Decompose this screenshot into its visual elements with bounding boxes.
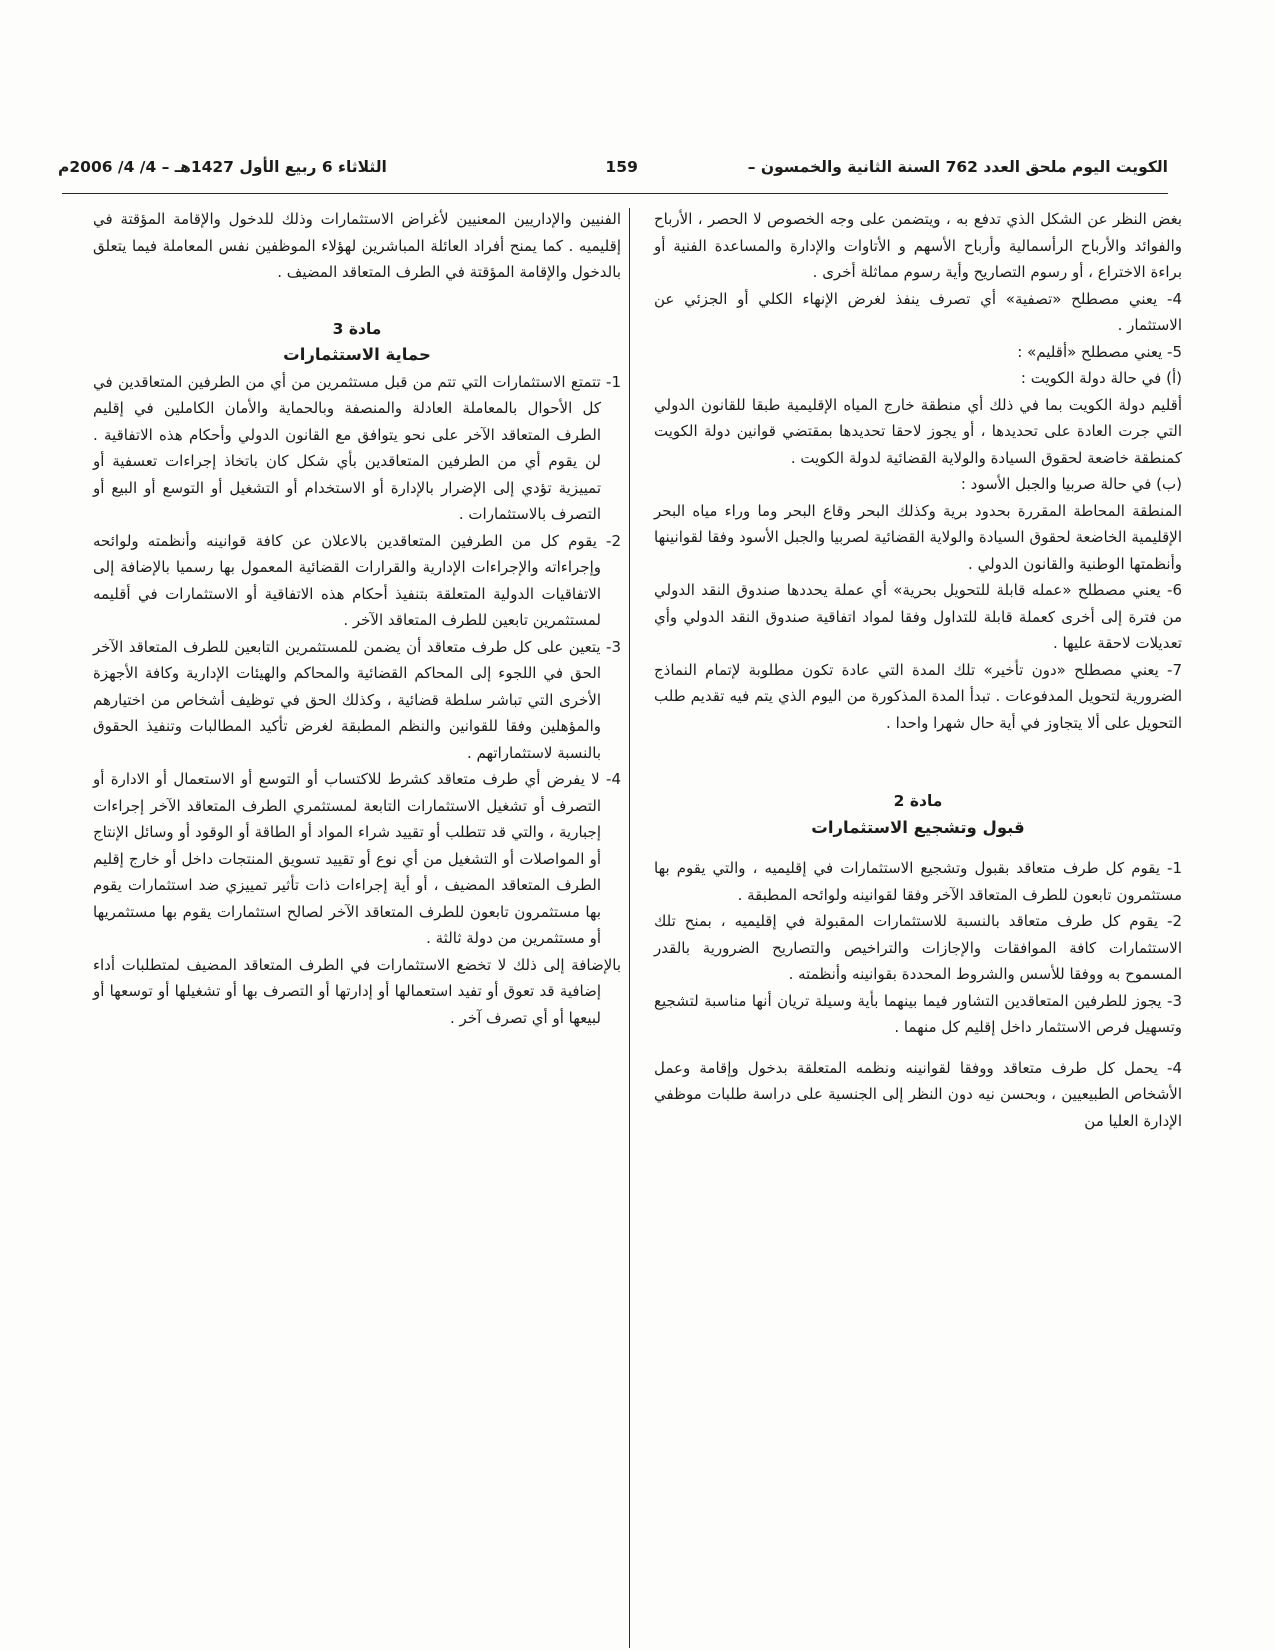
article-3-clause-2: 2- يقوم كل من الطرفين المتعاقدين بالاعلان عن كافة قوانينه وأنظمته ولوائحه وإجراءاته والإجراءات الإدارية والقرارات القضائية المعمول بها رسميا بالإضافة إلى الاتفاقيات الدولية المتعلقة بتنفيذ أحكام هذه الاتفاقية أو الاستثمارات في أقليمه لمستثمرين تابعين للطرف المتعاقد الآخر . <box>93 531 621 629</box>
article-3-clause-1: 1- تتمتع الاستثمارات التي تتم من قبل مستثمرين من أي من الطرفين المتعاقدين في كل الأحوال بالمعاملة العادلة والمنصفة وبالحماية والأمان الكاملين في إقليم الطرف المتعاقد الآخر على نحو يتوافق مع القانون الدولي وأحكام هذه الاتفاقية . لن يقوم أي من الطرفين المتعاقدين بأي شكل كان باتخاذ إجراءات تعسفية أو تمييزية تؤدي إلى الإضرار بالإدارة أو الاستخدام أو التشغيل أو التوسع أو البيع أو التصرف بالاستثمارات . <box>93 372 621 523</box>
page-header <box>58 150 1168 190</box>
header-publication: الكويت اليوم ملحق العدد 762 السنة الثانية والخمسون – <box>747 158 1168 176</box>
definition-5a-heading: (أ) في حالة دولة الكويت : <box>1020 369 1182 387</box>
definition-5: 5- يعني مصطلح «أقليم» : <box>1017 342 1182 361</box>
article-3-title: حماية الاستثمارات <box>283 345 431 364</box>
definition-5b-heading: (ب) في حالة صربيا والجبل الأسود : <box>960 475 1182 493</box>
spacer <box>654 1041 1182 1055</box>
right-column <box>654 206 1182 1134</box>
article-3-clause-4: 4- لا يفرض أي طرف متعاقد كشرط للاكتساب أو التوسع أو الاستعمال أو الادارة أو التصرف أو تشغيل الاستثمارات التابعة لمستثمري الطرف المتعاقد الآخر إجراءات إجبارية ، والتي قد تتطلب أو تقييد شراء المواد أو الطاقة أو الوقود أو وسائل الإنتاج أو المواصلات أو التشغيل من أي نوع أو تقييد تسويق المنتجات داخل أو خارج إقليم الطرف المتعاقد المضيف ، أو أية إجراءات ذات تأثير تمييزي ضد استثمارات يقوم بها مستثمرون تابعون للطرف المتعاقد الآخر لصالح استثمارات يقوم بها مستثمريها أو مستثمرين من دولة ثالثة . <box>93 770 621 947</box>
paragraph-continuation: الفنيين والإداريين المعنيين لأغراض الاستثمارات وذلك للدخول والإقامة المؤقتة في إقليميه . كما يمنح أفراد العائلة المباشرين لهؤلاء الموظفين نفس المعاملة فيما يتعلق بالدخول والإقامة المؤقتة في الطرف المتعاقد المضيف . <box>93 210 621 281</box>
article-2-clause-3: 3- يجوز للطرفين المتعاقدين التشاور فيما بينهما بأية وسيلة تريان أنها مناسبة لتشجيع وتسهيل فرص الاستثمار داخل إقليم كل منهما . <box>654 991 1182 1036</box>
header-rule <box>62 193 1168 194</box>
definition-5b-text: المنطقة المحاطة المقررة بحدود برية وكذلك البحر وقاع البحر وما وراء مياه البحر الإقليمية الخاضعة لحقوق السيادة والولاية القضائية لصربيا والجبل الأسود وفقا لقوانينها وأنظمتها الوطنية والقانون الدولي . <box>654 501 1182 573</box>
article-3-number: مادة 3 <box>332 319 382 338</box>
definition-5a-text: أقليم دولة الكويت بما في ذلك أي منطقة خارج المياه الإقليمية طبقا للقانون الدولي التي جرت العادة على تحديدها ، أو يجوز لاحقا تحديدها بمقتضي قوانين دولة الكويت كمنطقة خاضعة لحقوق السيادة والولاية القضائية لدولة الكويت . <box>654 395 1182 467</box>
article-3-clause-4-continuation: بالإضافة إلى ذلك لا تخضع الاستثمارات في الطرف المتعاقد المضيف لمتطلبات أداء إضافية قد تعوق أو تفيد استعمالها أو إدارتها أو التصرف بها أو تشغيلها أو توسعها أو لبيعها أو أي تصرف آخر . <box>93 955 621 1027</box>
left-column <box>93 206 621 1031</box>
article-2-clause-2: 2- يقوم كل طرف متعاقد بالنسبة للاستثمارات المقبولة في إقليميه ، بمنح تلك الاستثمارات كافة الموافقات والإجازات والتراخيص والتصاريح الضرورية بالقدر المسموح به ووفقا للأسس والشروط المحددة بقوانينه وأنظمته . <box>654 912 1182 983</box>
article-2-clause-1: 1- يقوم كل طرف متعاقد بقبول وتشجيع الاستثمارات في إقليميه ، والتي يقوم بها مستثمرون تابعون للطرف المتعاقد الآخر وفقا لقوانينه ولوائحه المطبقة . <box>654 859 1182 904</box>
spacer <box>654 841 1182 855</box>
definition-6: 6- يعني مصطلح «عمله قابلة للتحويل بحرية» أي عملة يحددها صندوق النقد الدولي من فترة إلى أخرى كعملة قابلة للتداول وفقا لمواد اتفاقية صندوق النقد الدولي وأي تعديلات لاحقة عليها . <box>654 581 1182 652</box>
article-2-clause-4: 4- يحمل كل طرف متعاقد ووفقا لقوانينه ونظمه المتعلقة بدخول وإقامة وعمل الأشخاص الطبيعيين ، وبحسن نيه دون النظر إلى الجنسية على دراسة طلبات موظفي الإدارة العليا من <box>654 1058 1182 1130</box>
definition-7: 7- يعني مصطلح «دون تأخير» تلك المدة التي عادة تكون مطلوبة لإتمام النماذج الضرورية لتحويل المدفوعات . تبدأ المدة المذكورة من اليوم الذي يتم فيه تقديم طلب التحويل على ألا يتجاوز في أية حال شهرا واحدا . <box>654 660 1182 732</box>
paragraph-intro: بغض النظر عن الشكل الذي تدفع به ، ويتضمن على وجه الخصوص لا الحصر ، الأرباح والفوائد والأرباح الرأسمالية وأرباح الأسهم و الأتاوات والإدارة والمساعدة الفنية أو براءة الاختراع ، أو رسوم التصاريح وأية رسوم مماثلة أخرى . <box>654 210 1182 281</box>
article-3-clause-3: 3- يتعين على كل طرف متعاقد أن يضمن للمستثمرين التابعين للطرف المتعاقد الآخر الحق في اللجوء إلى المحاكم القضائية والمحاكم والهيئات الإدارية وكافة الأجهزة الأخرى التي تباشر سلطة قضائية ، وكذلك الحق في توظيف أشخاص من اختيارهم والمؤهلين وفقا للقوانين والنظم المطبقة لغرض تأكيد المطالبات وتنفيذ الحقوق بالنسبة لاستثماراتهم . <box>93 637 621 762</box>
header-page-number: 159 <box>605 158 638 176</box>
column-divider <box>629 208 630 1648</box>
article-2-title: قبول وتشجيع الاستثمارات <box>811 817 1025 837</box>
header-date: الثلاثاء 6 ربيع الأول 1427هـ – 4/ 4/ 2006م <box>58 158 387 176</box>
article-2-number: مادة 2 <box>893 792 943 810</box>
spacer <box>93 286 621 316</box>
spacer <box>654 736 1182 788</box>
definition-4: 4- يعني مصطلح «تصفية» أي تصرف ينفذ لغرض الإنهاء الكلي أو الجزئي عن الاستثمار . <box>654 289 1182 334</box>
